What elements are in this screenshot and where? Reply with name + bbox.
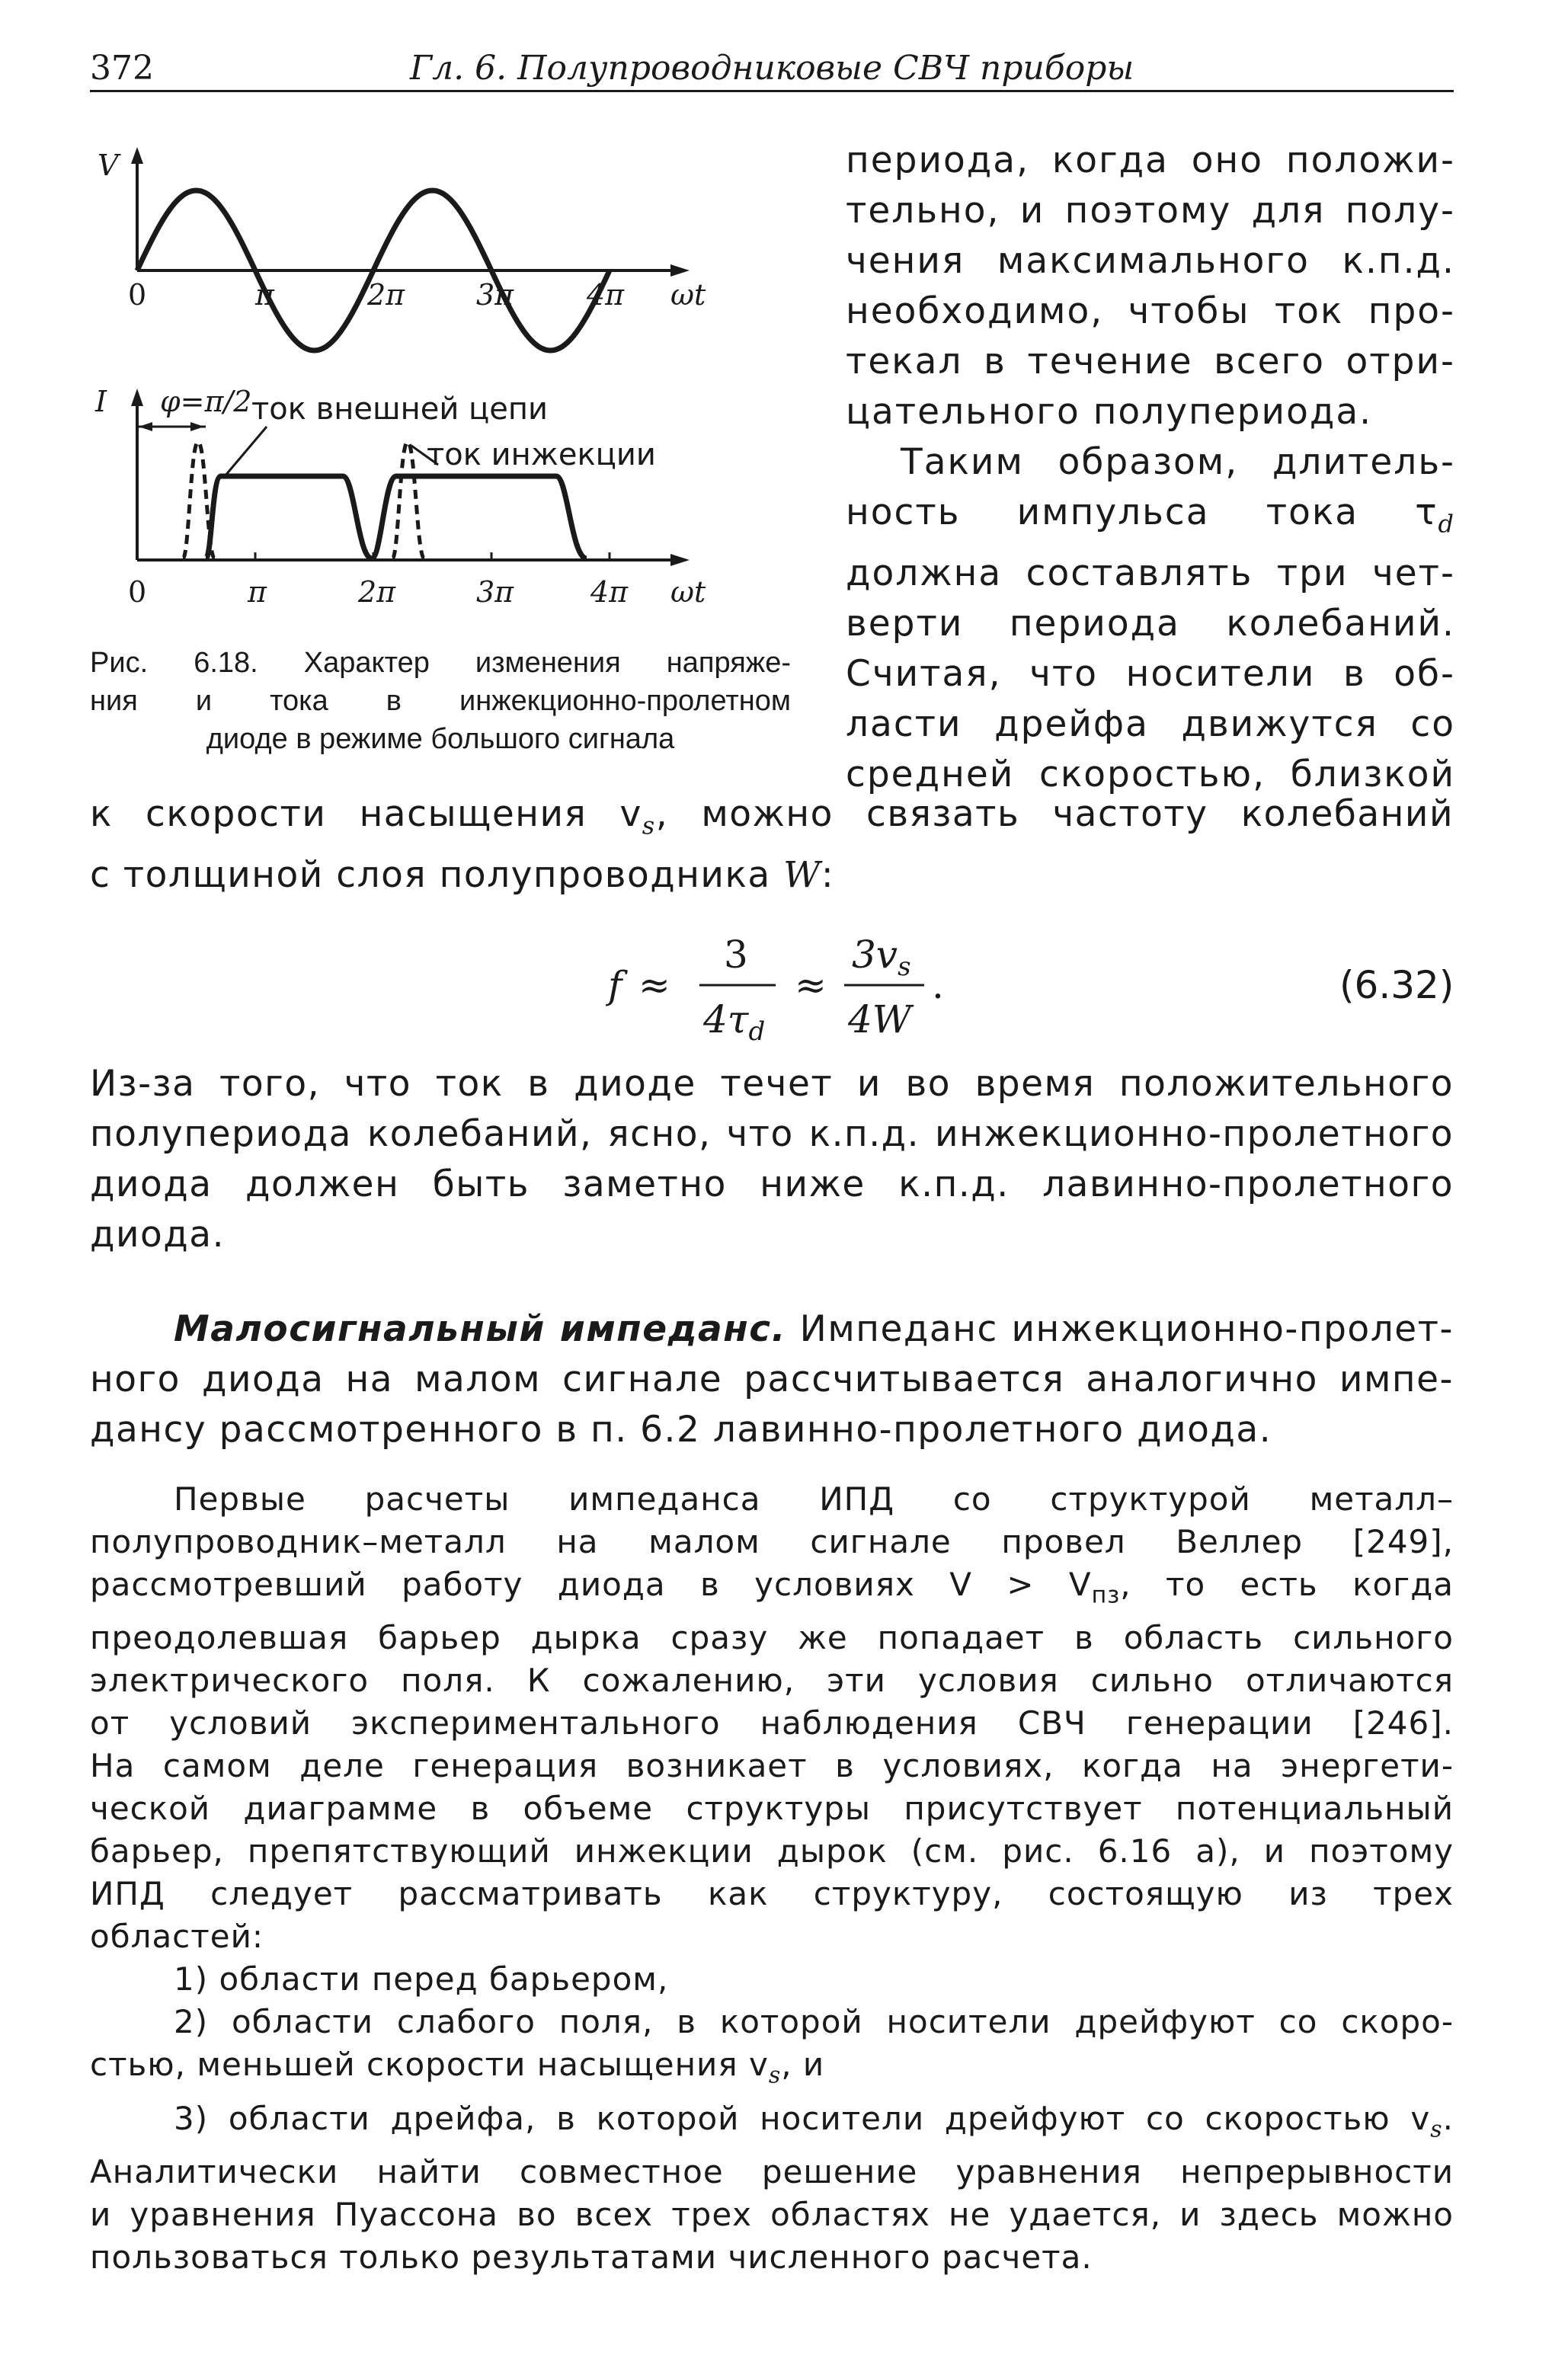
text-fragment: , то есть когда bbox=[1120, 1566, 1454, 1603]
top-tick-4pi: 4π bbox=[587, 278, 625, 312]
text-line: должна составлять три чет- bbox=[846, 552, 1455, 595]
figure-caption bbox=[90, 644, 791, 758]
side-text-column bbox=[846, 136, 1455, 800]
text-line: от условий экспериментального наблюдения СВЧ генерации [246]. bbox=[90, 1704, 1454, 1742]
external-current-pointer bbox=[225, 427, 267, 476]
text-line: и уравнения Пуассона во всех трех областях не удается, и здесь можно bbox=[90, 2196, 1454, 2234]
i-axis-arrow bbox=[131, 389, 143, 406]
w-symbol: W bbox=[783, 854, 821, 897]
list-item: 1) области перед барьером, bbox=[174, 1960, 669, 1998]
paragraph-2 bbox=[90, 1059, 1454, 1260]
figure-drawing bbox=[91, 141, 777, 636]
text-line: полупериода колебаний, ясно, что к.п.д. инжекционно-пролетного bbox=[90, 1113, 1454, 1155]
text-line: дансу рассмотренного в п. 6.2 лавинно-пролетного диода. bbox=[90, 1409, 1272, 1451]
paragraph-1 bbox=[90, 789, 1454, 901]
top-tick-3pi: 3π bbox=[476, 278, 514, 312]
phase-label: φ=π/2 bbox=[160, 385, 252, 418]
eq-approx-2: ≈ bbox=[795, 963, 827, 1007]
wt-axis-bottom-arrow bbox=[670, 554, 690, 566]
bottom-tick-2pi: 2π bbox=[358, 575, 396, 609]
text-fragment: рассмотревший работу диода в условиях V > V bbox=[90, 1566, 1092, 1603]
text-line: диода должен быть заметно ниже к.п.д. лавинно-пролетного bbox=[90, 1163, 1454, 1205]
vs-subscript: s bbox=[1430, 2116, 1443, 2143]
text-line: ласти дрейфа движутся со bbox=[846, 703, 1455, 746]
top-tick-0: 0 bbox=[128, 278, 147, 312]
text-line bbox=[90, 850, 1454, 901]
eq-den-2: 4W bbox=[848, 997, 912, 1042]
text-line: На самом деле генерация возникает в условиях, когда на энергети- bbox=[90, 1747, 1454, 1785]
text-line: ного диода на малом сигнале рассчитывается аналогично импе- bbox=[90, 1358, 1454, 1400]
text-fragment: , можно связать частоту колебаний bbox=[655, 793, 1454, 835]
text-fragment: , и bbox=[781, 2046, 825, 2084]
text-line bbox=[90, 1563, 1454, 1617]
bottom-tick-3pi: 3π bbox=[476, 575, 514, 609]
paragraph-3 bbox=[90, 1304, 1454, 1455]
eq-num-2: $3v_s$ bbox=[852, 933, 911, 982]
text-line: Первые расчеты импеданса ИПД со структурой металл– bbox=[174, 1480, 1454, 1518]
page-number: 372 bbox=[90, 49, 154, 88]
bottom-wt-label: ωt bbox=[670, 575, 706, 609]
text-line: Таким образом, длитель- bbox=[901, 441, 1455, 483]
text-line: электрического поля. К сожалению, эти условия сильно отличаются bbox=[90, 1662, 1454, 1700]
top-tick-2pi: 2π bbox=[367, 278, 405, 312]
vs-subscript: s bbox=[642, 811, 656, 840]
text-line bbox=[90, 1304, 1454, 1355]
eq-approx-1: ≈ bbox=[638, 963, 670, 1007]
bottom-tick-4pi: 4π bbox=[590, 575, 629, 609]
text-line: периода, когда оно положи- bbox=[846, 139, 1455, 181]
list-item bbox=[90, 2097, 1454, 2151]
injection-current-label: ток инжекции bbox=[427, 437, 656, 472]
running-title: Гл. 6. Полупроводниковые СВЧ приборы bbox=[410, 49, 1134, 88]
text-line: Аналитически найти совместное решение уравнения непрерывности bbox=[90, 2153, 1454, 2191]
phase-bracket-right-arrow bbox=[190, 422, 204, 431]
external-current-curve bbox=[206, 476, 587, 558]
tau-subscript: d bbox=[1438, 509, 1455, 539]
caption-line: Рис. 6.18. Характер изменения напряже- bbox=[90, 647, 791, 679]
eq-num-1: 3 bbox=[724, 933, 748, 977]
text-fragment: : bbox=[821, 854, 835, 897]
text-line: Из-за того, что ток в диоде течет и во время положительного bbox=[90, 1063, 1454, 1105]
eq-dot: . bbox=[932, 963, 944, 1007]
text-fragment: стью, меньшей скорости насыщения v bbox=[90, 2046, 769, 2084]
vs-subscript: s bbox=[768, 2062, 782, 2089]
text-fragment: 3) области дрейфа, в которой носители дрейфуют со скоростью v bbox=[174, 2099, 1431, 2137]
eq-f: f bbox=[608, 963, 622, 1007]
text-line: Считая, что носители в об- bbox=[846, 653, 1455, 696]
injection-pulse-1 bbox=[183, 442, 215, 558]
tau-text: ность импульса тока τ bbox=[846, 491, 1438, 533]
text-line: барьер, препятствующий инжекции дырок (см. рис. 6.16 а), и поэтому bbox=[90, 1832, 1454, 1870]
equation-drawing bbox=[90, 918, 1454, 1055]
i-axis-label: I bbox=[95, 385, 107, 418]
top-tick-pi: π bbox=[255, 278, 274, 312]
text-line bbox=[90, 2043, 1454, 2097]
text-line: диода. bbox=[90, 1214, 226, 1256]
caption-line: диоде в режиме большого сигнала bbox=[206, 723, 675, 755]
text-line: тельно, и поэтому для полу- bbox=[846, 190, 1455, 232]
text-line: областей: bbox=[90, 1918, 264, 1956]
v-axis-label: V bbox=[98, 149, 119, 182]
phase-bracket-left-arrow bbox=[139, 422, 152, 431]
text-line bbox=[90, 789, 1454, 850]
bottom-tick-0: 0 bbox=[128, 575, 147, 609]
wt-axis-top-arrow bbox=[670, 264, 690, 277]
text-line: средней скоростью, близкой bbox=[846, 754, 1455, 796]
figure-6-18 bbox=[91, 141, 777, 636]
text-line: цательного полупериода. bbox=[846, 391, 1373, 433]
list-item: 2) области слабого поля, в которой носители дрейфуют со скоро- bbox=[174, 2003, 1454, 2041]
text-line: чения максимального к.п.д. bbox=[846, 240, 1455, 282]
vpz-subscript: пз bbox=[1091, 1582, 1121, 1609]
top-wt-label: ωt bbox=[670, 278, 706, 312]
text-line: необходимо, чтобы ток про- bbox=[846, 290, 1455, 332]
text-fragment: с толщиной слоя полупроводника bbox=[90, 854, 784, 897]
external-current-label: ток внешней цепи bbox=[251, 392, 549, 427]
injection-pulse-2 bbox=[392, 442, 424, 558]
eq-den-1: $4\tau_d$ bbox=[703, 997, 766, 1047]
bottom-tick-pi: π bbox=[248, 575, 267, 609]
text-line: пользоваться только результатами численного расчета. bbox=[90, 2238, 1093, 2277]
text-line: текал в течение всего отри- bbox=[846, 341, 1455, 382]
text-fragment: . bbox=[1442, 2099, 1454, 2137]
equation-6-32 bbox=[90, 918, 1454, 1055]
text-line: преодолевшая барьер дырка сразу же попадает в область сильного bbox=[90, 1619, 1454, 1657]
running-header bbox=[90, 46, 1454, 92]
section-heading: Малосигнальный импеданс. bbox=[174, 1308, 786, 1350]
text-fragment: к скорости насыщения v bbox=[90, 793, 642, 835]
v-axis-arrow bbox=[131, 147, 143, 164]
eq-number: (6.32) bbox=[1339, 963, 1454, 1007]
text-line: ИПД следует рассматривать как структуру, состоящую из трех bbox=[90, 1875, 1454, 1913]
text-line: верти периода колебаний. bbox=[846, 603, 1455, 645]
caption-line: ния и тока в инжекционно-пролетном bbox=[90, 685, 791, 717]
text-fragment: Импеданс инжекционно-пролет- bbox=[786, 1308, 1454, 1350]
text-line-tau bbox=[846, 488, 1455, 549]
text-line: полупроводник–металл на малом сигнале провел Веллер [249], bbox=[90, 1523, 1454, 1560]
text-line: ческой диаграмме в объеме структуры присутствует потенциальный bbox=[90, 1790, 1454, 1828]
paragraph-4 bbox=[90, 1478, 1454, 2279]
